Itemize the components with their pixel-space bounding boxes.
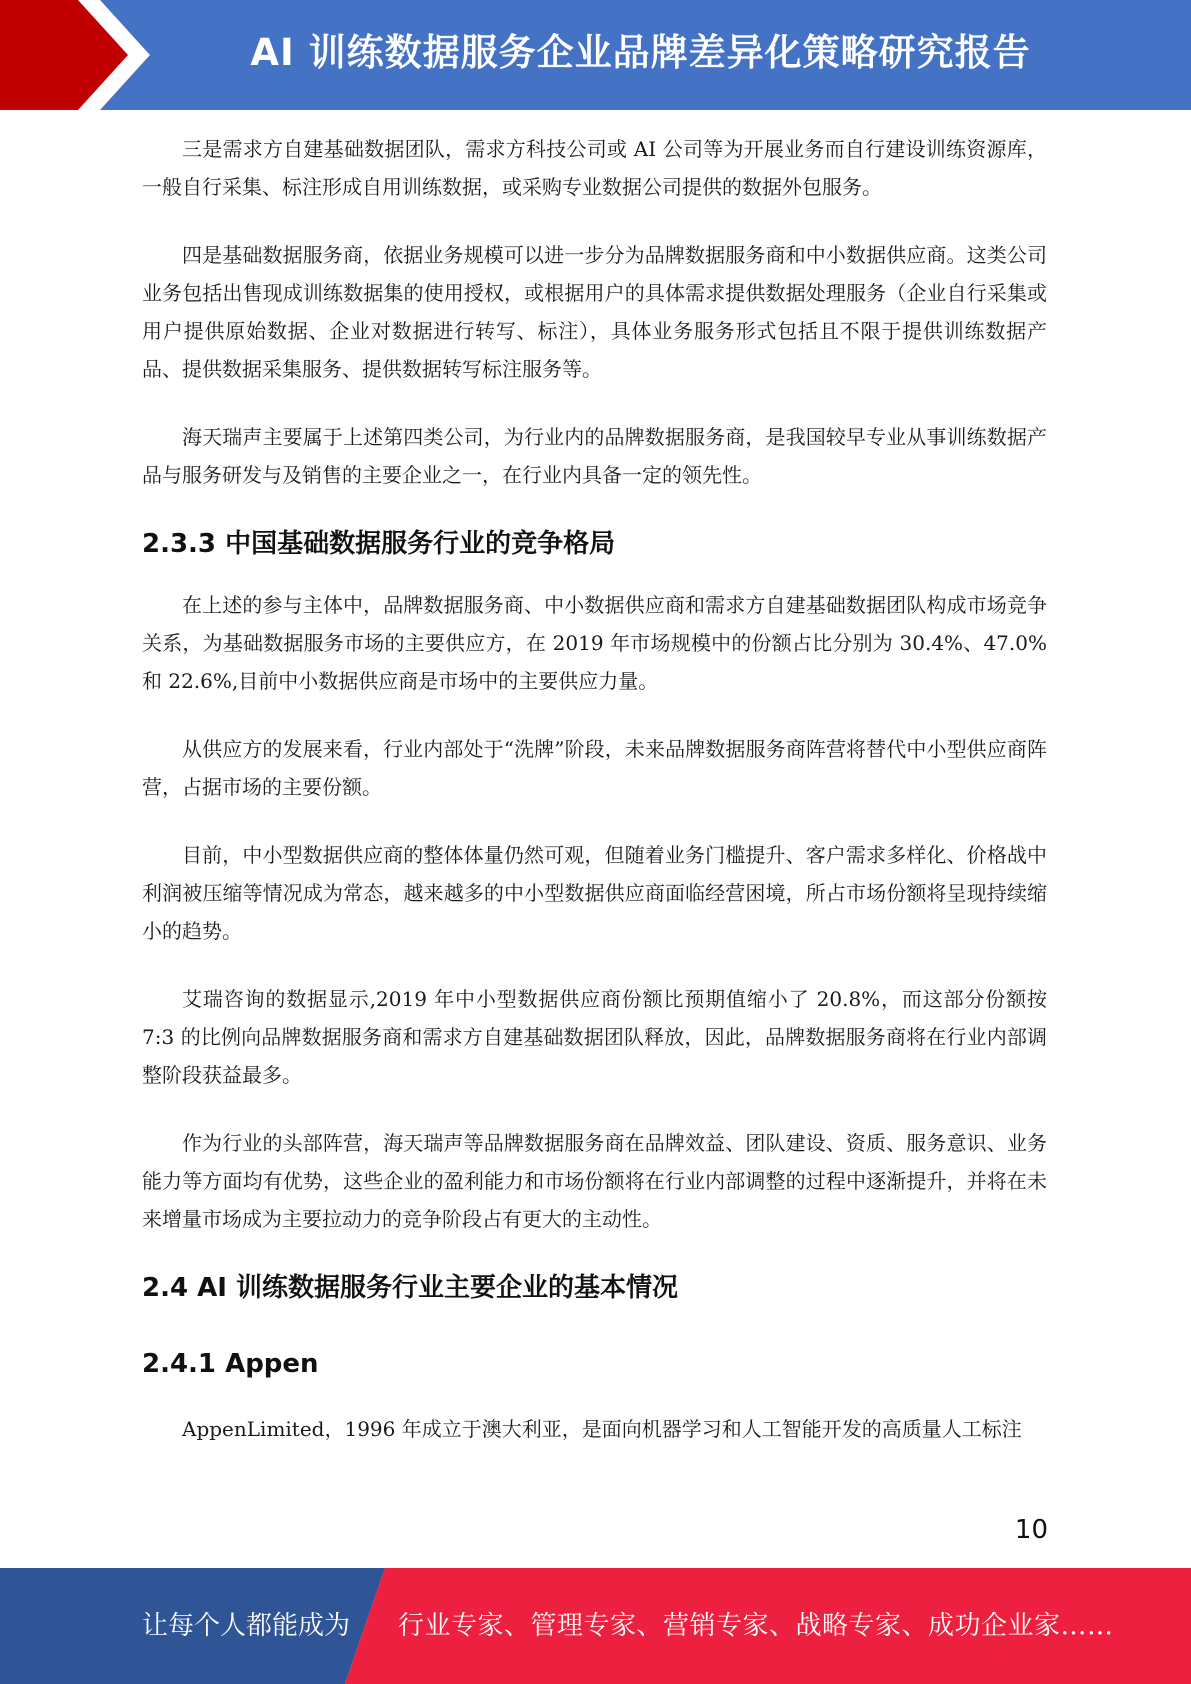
- paragraph: 艾瑞咨询的数据显示,2019 年中小型数据供应商份额比预期值缩小了 20.8%，而这部分份额按 7:3 的比例向品牌数据服务商和需求方自建基础数据团队释放，因此，品牌数据服务商将在行业内部调整阶段获益最多。: [142, 987, 1047, 1087]
- footer-slogan-right: 行业专家、管理专家、营销专家、战略专家、成功企业家……: [398, 1611, 1114, 1641]
- paragraph: 作为行业的头部阵营，海天瑞声等品牌数据服务商在品牌效益、团队建设、资质、服务意识、业务能力等方面均有优势，这些企业的盈利能力和市场份额将在行业内部调整的过程中逐渐提升，并将在未来增量市场成为主要拉动力的竞争阶段占有更大的主动性。: [142, 1131, 1047, 1231]
- paragraph: 海天瑞声主要属于上述第四类公司，为行业内的品牌数据服务商，是我国较早专业从事训练数据产品与服务研发与及销售的主要企业之一，在行业内具备一定的领先性。: [142, 425, 1047, 487]
- report-title: AI 训练数据服务企业品牌差异化策略研究报告: [250, 31, 1031, 74]
- document-body: [142, 130, 1047, 1478]
- section-heading-2-4-1: 2.4.1 Appen: [142, 1349, 319, 1379]
- paragraph: AppenLimited，1996 年成立于澳大利亚，是面向机器学习和人工智能开发的高质量人工标注: [182, 1417, 1022, 1441]
- paragraph: 从供应方的发展来看，行业内部处于“洗牌”阶段，未来品牌数据服务商阵营将替代中小型供应商阵营，占据市场的主要份额。: [142, 737, 1047, 799]
- paragraph: 在上述的参与主体中，品牌数据服务商、中小数据供应商和需求方自建基础数据团队构成市场竞争关系，为基础数据服务市场的主要供应方，在 2019 年市场规模中的份额占比分别为 30.4%、47.0%和 22.6%,目前中小数据供应商是市场中的主要供应力量。: [142, 593, 1047, 693]
- paragraph: 三是需求方自建基础数据团队，需求方科技公司或 AI 公司等为开展业务而自行建设训练资源库，一般自行采集、标注形成自用训练数据，或采购专业数据公司提供的数据外包服务。: [142, 137, 1047, 199]
- header-banner: [0, 0, 1191, 110]
- paragraph: 四是基础数据服务商，依据业务规模可以进一步分为品牌数据服务商和中小数据供应商。这类公司业务包括出售现成训练数据集的使用授权，或根据用户的具体需求提供数据处理服务（企业自行采集或用户提供原始数据、企业对数据进行转写、标注），具体业务服务形式包括且不限于提供训练数据产品、提供数据采集服务、提供数据转写标注服务等。: [142, 243, 1047, 381]
- section-heading-2-3-3: 2.3.3 中国基础数据服务行业的竞争格局: [142, 529, 616, 559]
- paragraph: 目前，中小型数据供应商的整体体量仍然可观，但随着业务门槛提升、客户需求多样化、价格战中利润被压缩等情况成为常态，越来越多的中小型数据供应商面临经营困境，所占市场份额将呈现持续缩小的趋势。: [142, 843, 1047, 943]
- section-heading-2-4: 2.4 AI 训练数据服务行业主要企业的基本情况: [142, 1273, 678, 1303]
- footer-slogan-left: 让每个人都能成为: [142, 1611, 351, 1641]
- footer-banner: [0, 1568, 1191, 1684]
- page-number: 10: [1014, 1515, 1048, 1545]
- header-arrow-icon: [0, 0, 160, 110]
